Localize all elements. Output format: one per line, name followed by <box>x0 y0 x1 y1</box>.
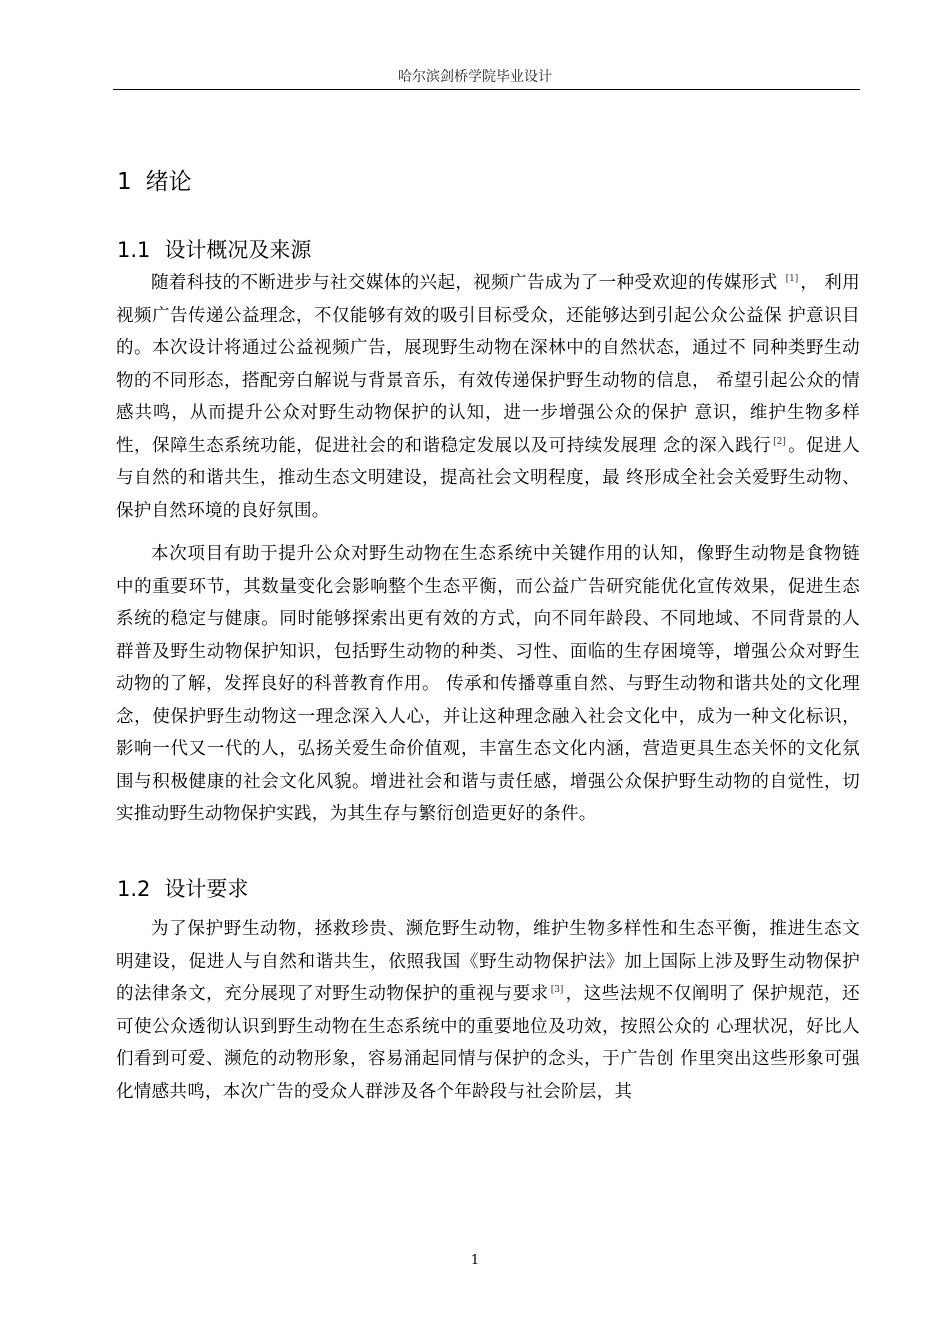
paragraph-1-1-a <box>116 267 860 527</box>
citation-ref: [2] <box>773 436 786 447</box>
paragraph-text: 。促进人与自然的和谐共生，推动生态文明建设，提高社会文明程度，最 终形成全社会关爱野生动物、保护自然环境的良好氛围。 <box>116 435 860 521</box>
citation-ref: [1] <box>785 274 799 285</box>
section-title: 设计要求 <box>164 877 249 901</box>
paragraph-1-2-a <box>116 913 860 1108</box>
page-header-title: 哈尔滨剑桥学院毕业设计 <box>398 69 552 85</box>
chapter-heading <box>117 163 192 196</box>
paragraph-text: ，这些法规不仅阐明了 保护规范，还可使公众透彻认识到野生动物在生态系统中的重要地位及功效，按照公众的 心理状况，好比人们看到可爱、濒危的动物形象，容易涌起同情与保护的念头，于广告创 作里突出这些形象可强化情感共鸣，本次广告的受众人群涉及各个年龄段与社会阶层，其 <box>116 984 860 1102</box>
paragraph-text: 为了保护野生动物，拯救珍贵、濒危野生动物，维护生物多样性和生态平衡，推进生态文明建设，促进人与自然和谐共生，依照我国《野生动物保护法》加上国际上涉及野生动物保护的法律条文，充分展现了对野生动物保护的重视与要求 <box>116 919 860 1004</box>
section-heading-1-1 <box>117 234 311 264</box>
section-number: 1.2 <box>117 877 151 901</box>
page-number: 1 <box>470 1253 480 1268</box>
paragraph-text: ， 利用视频广告传递公益理念，不仅能够有效的吸引目标受众，还能够达到引起公众公益保 护意识目的。本次设计将通过公益视频广告，展现野生动物在深林中的自然状态，通过不 同种类野生动物的不同形态，搭配旁白解说与背景音乐，有效传递保护野生动物的信息， 希望引起公众的情感共鸣，从而提升公众对野生动物保护的认知，进一步增强公众的保护 意识，维护生物多样性，保障生态系统功能，促进社会的和谐稳定发展以及可持续发展理 念的深入践行 <box>116 273 860 456</box>
paragraph-text: 本次项目有助于提升公众对野生动物在生态系统中关键作用的认知，像野生动物是食物链中的重要环节，其数量变化会影响整个生态平衡，而公益广告研究能优化宣传效果，促进生态系统的稳定与健康。同时能够探索出更有效的方式，向不同年龄段、不同地域、不同背景的人群普及野生动物保护知识，包括野生动物的种类、习性、面临的生存困境等，增强公众对野生动物的了解，发挥良好的科普教育作用。 传承和传播尊重自然、与野生动物和谐共处的文化理念，使保护野生动物这一理念深入人心，并让这种理念融入社会文化中，成为一种文化标识，影响一代又一代的人，弘扬关爱生命价值观，丰富生态文化内涵，营造更具生态关怀的文化氛围与积极健康的社会文化风貌。增进社会和谐与责任感，增强公众保护野生动物的自觉性，切实推动野生动物保护实践，为其生存与繁衍创造更好的条件。 <box>116 544 860 824</box>
section-title: 设计概况及来源 <box>164 238 312 262</box>
citation-ref: [3] <box>550 985 564 996</box>
chapter-number: 1 <box>117 169 132 195</box>
section-heading-1-2 <box>117 873 248 903</box>
paragraph-1-1-b <box>116 538 860 831</box>
paragraph-text: 随着科技的不断进步与社交媒体的兴起，视频广告成为了一种受欢迎的传媒形式 <box>151 273 784 293</box>
chapter-title: 绪论 <box>145 169 192 195</box>
header-divider <box>113 89 860 90</box>
section-number: 1.1 <box>117 238 151 262</box>
